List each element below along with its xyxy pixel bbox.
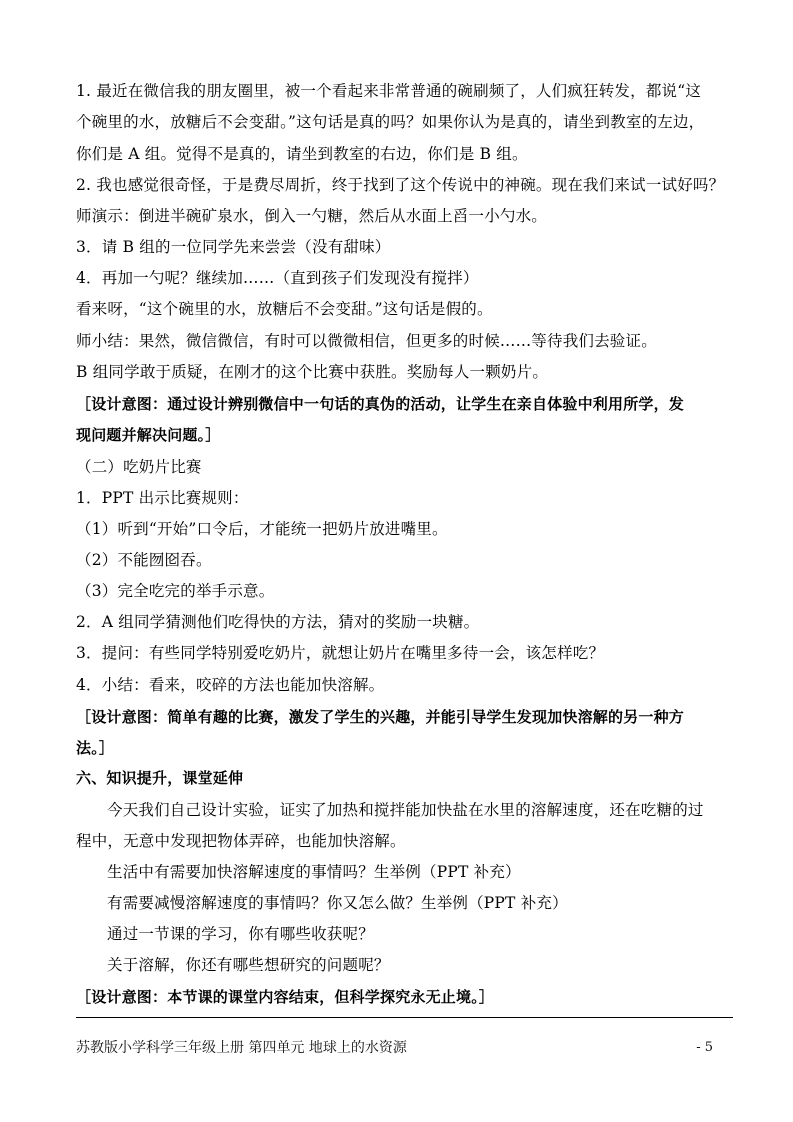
- paragraph-line: 2. 我也感觉很奇怪，于是费尽周折，终于找到了这个传说中的神碗。现在我们来试一试好吗？: [76, 176, 725, 194]
- paragraph-line: 个碗里的水，放糖后不会变甜。”这句话是真的吗？如果你认为是真的，请坐到教室的左边，: [76, 113, 705, 131]
- paragraph-line: 今天我们自己设计实验，证实了加热和搅拌能加快盐在水里的溶解速度，还在吃糖的过: [107, 801, 704, 819]
- paragraph-line: 3．请 B 组的一位同学先来尝尝（没有甜味）: [76, 238, 391, 256]
- paragraph-line: 看来呀，“这个碗里的水，放糖后不会变甜。”这句话是假的。: [76, 300, 493, 318]
- paragraph-line: 4．再加一勺呢？继续加……（直到孩子们发现没有搅拌）: [76, 269, 479, 287]
- rule-item: （1）听到“开始”口令后，才能统一把奶片放进嘴里。: [76, 520, 448, 538]
- paragraph-line: 2．A 组同学猜测他们吃得快的方法，猜对的奖励一块糖。: [76, 613, 480, 631]
- paragraph-line: 生活中有需要加快溶解速度的事情吗？生举例（PPT 补充）: [107, 863, 521, 881]
- paragraph-line: 程中，无意中发现把物体弄碎，也能加快溶解。: [76, 832, 406, 850]
- footer-title: 苏教版小学科学三年级上册 第四单元 地球上的水资源: [76, 1040, 407, 1056]
- paragraph-line: 关于溶解，你还有哪些想研究的问题呢？: [107, 956, 390, 974]
- paragraph-line: 有需要减慢溶解速度的事情吗？你又怎么做？生举例（PPT 补充）: [107, 894, 568, 912]
- paragraph-line: 通过一节课的学习，你有哪些收获呢？: [107, 925, 374, 943]
- section-heading: （二）吃奶片比赛: [76, 458, 202, 476]
- paragraph-line: 1. 最近在微信我的朋友圈里，被一个看起来非常普通的碗刷频了，人们疯狂转发，都说“这: [76, 82, 702, 100]
- page-number: - 5: [696, 1040, 713, 1055]
- paragraph-line: 4．小结：看来，咬碎的方法也能加快溶解。: [76, 676, 385, 694]
- paragraph-line: 师演示：倒进半碗矿泉水，倒入一勺糖，然后从水面上舀一小勺水。: [76, 207, 548, 225]
- paragraph-line: 3．提问：有些同学特别爱吃奶片，就想让奶片在嘴里多待一会，该怎样吃？: [76, 644, 605, 662]
- design-intent-note: ［设计意图：本节课的课堂内容结束，但科学探究永无止境。］: [76, 988, 495, 1006]
- paragraph-line: B 组同学敢于质疑，在刚才的这个比赛中获胜。奖励每人一颗奶片。: [76, 363, 549, 381]
- paragraph-line: 1．PPT 出示比赛规则：: [76, 489, 249, 507]
- design-intent-note: ［设计意图：简单有趣的比赛，激发了学生的兴趣，并能引导学生发现加快溶解的另一种方: [76, 708, 685, 726]
- paragraph-line: 师小结：果然，微信微信，有时可以微微相信，但更多的时候……等待我们去验证。: [76, 332, 657, 350]
- footer-divider: [76, 1017, 733, 1018]
- paragraph-line: 你们是 A 组。觉得不是真的，请坐到教室的右边，你们是 B 组。: [76, 145, 528, 163]
- design-intent-note: ［设计意图：通过设计辨别微信中一句话的真伪的活动，让学生在亲自体验中利用所学，发: [76, 395, 685, 413]
- section-heading: 六、知识提升，课堂延伸: [76, 769, 244, 787]
- design-intent-note: 现问题并解决问题。］: [76, 426, 221, 444]
- rule-item: （3）完全吃完的举手示意。: [76, 582, 275, 600]
- rule-item: （2）不能囫囵吞。: [76, 551, 212, 569]
- design-intent-note: 法。］: [76, 739, 115, 757]
